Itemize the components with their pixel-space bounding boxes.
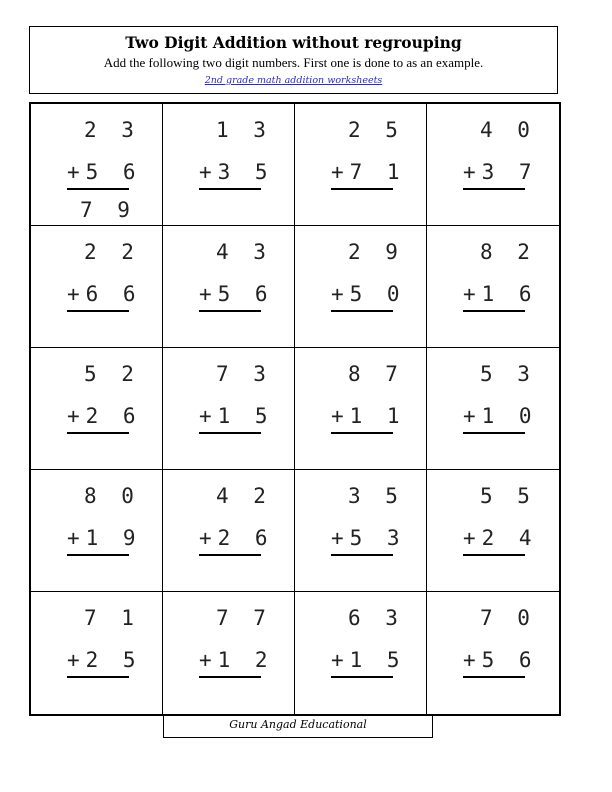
problem-top-number: 3 5 — [348, 484, 404, 508]
problem-cell — [295, 592, 427, 714]
problem-top-number: 2 9 — [348, 240, 404, 264]
sum-line — [331, 676, 393, 678]
problem-bottom-number: +7 1 — [331, 160, 406, 184]
sum-line — [67, 310, 129, 312]
problem-bottom-number: +1 6 — [463, 282, 538, 306]
problem-cell — [31, 592, 163, 714]
worksheet-header — [29, 26, 558, 94]
problem-bottom-number: +1 5 — [199, 404, 274, 428]
problem-bottom-number: +2 4 — [463, 526, 538, 550]
problem-top-number: 2 5 — [348, 118, 404, 142]
problem-top-number: 5 5 — [480, 484, 536, 508]
problem-cell — [31, 348, 163, 470]
sum-line — [67, 188, 129, 190]
problem-cell — [163, 592, 295, 714]
problem-bottom-number: +5 6 — [463, 648, 538, 672]
problem-top-number: 8 7 — [348, 362, 404, 386]
problem-bottom-number: +5 6 — [199, 282, 274, 306]
problem-bottom-number: +2 5 — [67, 648, 142, 672]
problem-bottom-number: +5 3 — [331, 526, 406, 550]
problem-top-number: 2 2 — [84, 240, 140, 264]
problem-top-number: 7 7 — [216, 606, 272, 630]
sum-line — [199, 432, 261, 434]
problem-cell — [163, 104, 295, 226]
problem-top-number: 8 0 — [84, 484, 140, 508]
problem-top-number: 8 2 — [480, 240, 536, 264]
problem-cell — [427, 592, 559, 714]
worksheet-instructions: Add the following two digit numbers. First one is done to as an example. — [103, 55, 484, 70]
problem-bottom-number: +1 2 — [199, 648, 274, 672]
sum-line — [199, 676, 261, 678]
problem-top-number: 4 0 — [480, 118, 536, 142]
sum-line — [199, 188, 261, 190]
worksheet-title: Two Digit Addition without regrouping — [125, 33, 462, 52]
problem-cell — [427, 104, 559, 226]
problem-bottom-number: +1 0 — [463, 404, 538, 428]
problem-grid — [29, 102, 561, 716]
problem-bottom-number: +6 6 — [67, 282, 142, 306]
problem-bottom-number: +5 6 — [67, 160, 142, 184]
problem-cell — [31, 104, 163, 226]
problem-bottom-number: +3 7 — [463, 160, 538, 184]
sum-line — [463, 432, 525, 434]
problem-top-number: 2 3 — [84, 118, 140, 142]
problem-cell — [295, 470, 427, 592]
sum-line — [67, 554, 129, 556]
problem-cell — [31, 226, 163, 348]
problem-top-number: 4 2 — [216, 484, 272, 508]
sum-line — [199, 554, 261, 556]
problem-cell — [427, 226, 559, 348]
problem-bottom-number: +3 5 — [199, 160, 274, 184]
problem-bottom-number: +5 0 — [331, 282, 406, 306]
problem-cell — [295, 348, 427, 470]
sum-line — [67, 676, 129, 678]
problem-answer: 7 9 — [80, 198, 136, 222]
sum-line — [463, 554, 525, 556]
problem-cell — [163, 470, 295, 592]
problem-top-number: 7 1 — [84, 606, 140, 630]
sum-line — [463, 188, 525, 190]
sum-line — [463, 310, 525, 312]
sum-line — [331, 310, 393, 312]
problem-cell — [427, 348, 559, 470]
problem-cell — [163, 226, 295, 348]
worksheet-link[interactable]: 2nd grade math addition worksheets — [204, 75, 383, 86]
publisher-footer: Guru Angad Educational — [163, 714, 433, 738]
problem-cell — [427, 470, 559, 592]
problem-top-number: 6 3 — [348, 606, 404, 630]
sum-line — [331, 188, 393, 190]
problem-cell — [295, 226, 427, 348]
sum-line — [463, 676, 525, 678]
problem-top-number: 7 0 — [480, 606, 536, 630]
problem-top-number: 1 3 — [216, 118, 272, 142]
sum-line — [331, 554, 393, 556]
problem-bottom-number: +2 6 — [199, 526, 274, 550]
sum-line — [199, 310, 261, 312]
problem-bottom-number: +2 6 — [67, 404, 142, 428]
problem-cell — [31, 470, 163, 592]
sum-line — [331, 432, 393, 434]
problem-top-number: 7 3 — [216, 362, 272, 386]
problem-top-number: 5 3 — [480, 362, 536, 386]
problem-bottom-number: +1 5 — [331, 648, 406, 672]
problem-cell — [163, 348, 295, 470]
problem-top-number: 5 2 — [84, 362, 140, 386]
problem-bottom-number: +1 9 — [67, 526, 142, 550]
problem-bottom-number: +1 1 — [331, 404, 406, 428]
sum-line — [67, 432, 129, 434]
problem-cell — [295, 104, 427, 226]
problem-top-number: 4 3 — [216, 240, 272, 264]
